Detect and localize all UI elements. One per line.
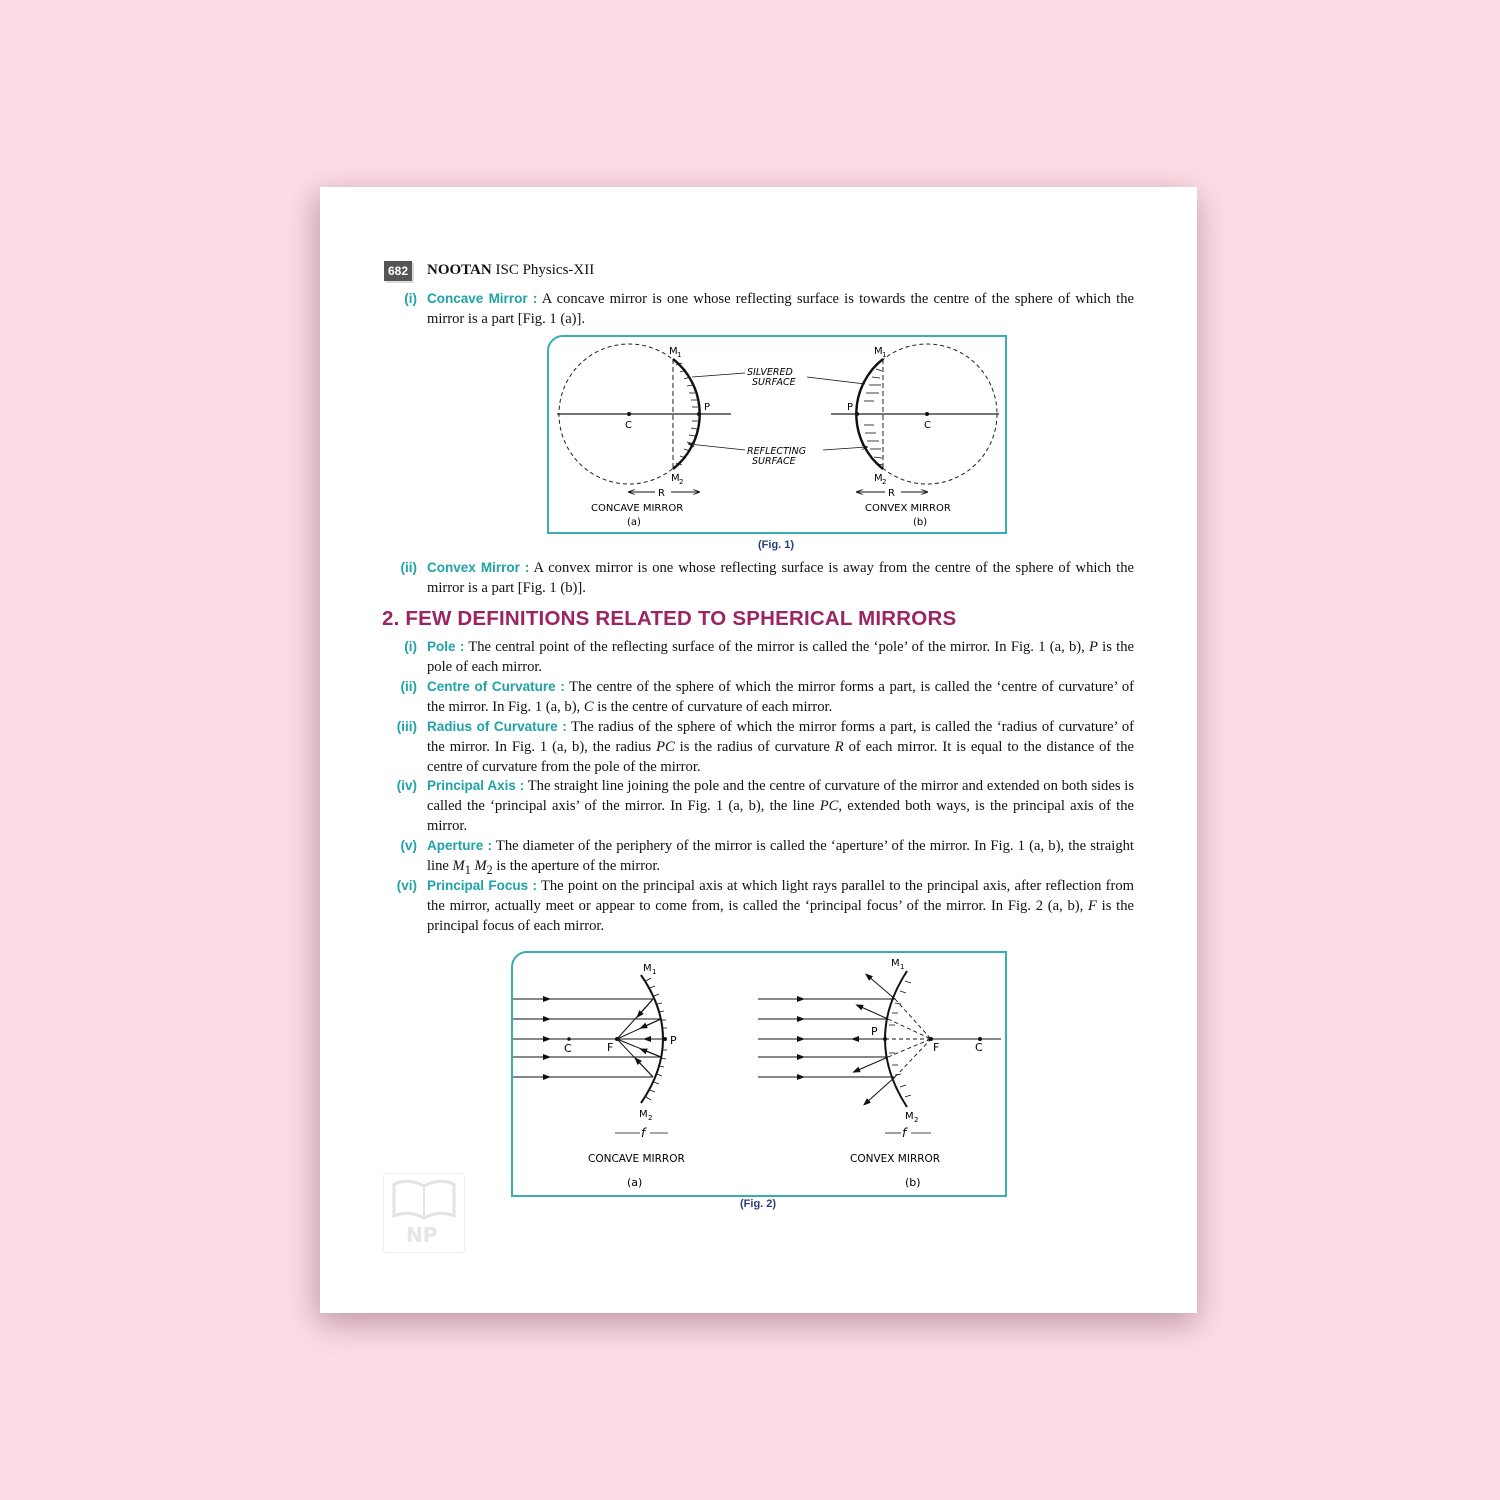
- definition-pole: (i) Pole : The central point of the reflecting surface of the mirror is called the ‘pole’ of the mirror. In Fig. 1 (a, b), P is the pole of each mirror.: [404, 639, 1134, 675]
- term-label: Concave Mirror :: [427, 291, 538, 306]
- svg-text:(a): (a): [627, 517, 641, 528]
- convex-title: CONVEX MIRROR: [850, 1153, 941, 1165]
- svg-text:P: P: [871, 1025, 878, 1038]
- definition-concave-mirror: [388, 289, 1134, 329]
- svg-text:(b): (b): [905, 1176, 921, 1189]
- publisher-logo: [383, 1173, 465, 1253]
- svg-text:1: 1: [677, 351, 682, 359]
- svg-text:F: F: [607, 1041, 614, 1054]
- svg-text:R: R: [888, 488, 895, 499]
- definition-centre-of-curvature: (ii) Centre of Curvature : The centre of the sphere of which the mirror forms a part, is called the ‘centre of curvature’ of the mirror. In Fig. 1 (a, b), C is the centre of curvature of each mirror.: [400, 679, 1134, 715]
- svg-text:M: M: [639, 1109, 648, 1120]
- svg-text:M: M: [891, 958, 900, 969]
- definition-principal-axis: (iv) Principal Axis : The straight line joining the pole and the centre of curvature of the mirror and extended on both sides is called the ‘principal axis’ of the mirror. In Fig. 1 (a, b), the line PC, extended both ways, is the principal axis of the mirror.: [396, 778, 1134, 834]
- svg-text:C: C: [924, 420, 931, 431]
- svg-text:SURFACE: SURFACE: [752, 456, 796, 467]
- svg-text:f: f: [641, 1126, 646, 1140]
- svg-text:M: M: [669, 346, 678, 357]
- svg-text:P: P: [847, 402, 854, 413]
- svg-text:C: C: [564, 1042, 572, 1055]
- figure-2-diagram: [513, 953, 1005, 1195]
- section-heading: 2. FEW DEFINITIONS RELATED TO SPHERICAL MIRRORS: [382, 607, 957, 630]
- svg-text:SURFACE: SURFACE: [752, 377, 796, 388]
- convex-title: CONVEX MIRROR: [865, 503, 951, 514]
- svg-text:1: 1: [882, 351, 887, 359]
- term-label: Convex Mirror :: [427, 560, 530, 575]
- svg-text:(b): (b): [913, 517, 928, 528]
- svg-text:SILVERED: SILVERED: [747, 367, 793, 378]
- figure-2-box: [511, 951, 1007, 1197]
- svg-text:M: M: [905, 1111, 914, 1122]
- svg-text:f: f: [902, 1126, 907, 1140]
- book-title-rest: ISC Physics-XII: [491, 262, 595, 278]
- label-c: C: [625, 420, 632, 431]
- svg-text:2: 2: [679, 478, 684, 486]
- svg-text:R: R: [658, 488, 665, 499]
- svg-text:M: M: [874, 473, 883, 484]
- definition-convex-mirror: [388, 558, 1134, 598]
- textbook-page: [320, 187, 1197, 1313]
- running-header: [427, 262, 594, 279]
- label-p: P: [704, 402, 711, 413]
- svg-text:2: 2: [648, 1114, 653, 1122]
- svg-text:1: 1: [900, 963, 905, 971]
- svg-text:C: C: [975, 1041, 983, 1054]
- definition-radius-of-curvature: (iii) Radius of Curvature : The radius of the sphere of which the mirror forms a part, is called the ‘radius of curvature’ of the mirror. In Fig. 1 (a, b), the radius PC is the radius of curvature R of each mirror. It is equal to the distance of the centre of curvature from the pole of the mirror.: [396, 719, 1134, 775]
- figure-2-caption: (Fig. 2): [740, 1198, 777, 1210]
- svg-text:P: P: [670, 1034, 677, 1047]
- item-text: A concave mirror is one whose reflecting surface is towards the centre of the sphere of which the mirror is a part [Fig. 1 (a)].: [427, 291, 1134, 327]
- concave-title: CONCAVE MIRROR: [588, 1153, 685, 1165]
- figure-1-caption: (Fig. 1): [758, 539, 795, 551]
- page-number-badge: 682: [384, 261, 412, 281]
- figure-1-box: [547, 335, 1007, 534]
- svg-text:NP: NP: [406, 1223, 438, 1247]
- concave-title: CONCAVE MIRROR: [591, 503, 684, 514]
- svg-text:(a): (a): [627, 1176, 643, 1189]
- definition-aperture: (v) Aperture : The diameter of the periphery of the mirror is called the ‘aperture’ of the mirror. In Fig. 1 (a, b), the straight line $M_1$ $M_2$ is the aperture of the mirror.: [400, 838, 1134, 877]
- svg-text:M: M: [671, 473, 680, 484]
- item-text: A convex mirror is one whose reflecting surface is away from the centre of the sphere of which the mirror is a part [Fig. 1 (b)].: [427, 560, 1134, 596]
- svg-text:M: M: [643, 963, 652, 974]
- svg-text:1: 1: [652, 968, 657, 976]
- svg-text:F: F: [933, 1041, 940, 1054]
- item-number: (ii): [400, 560, 417, 575]
- svg-text:M: M: [874, 346, 883, 357]
- svg-text:2: 2: [914, 1116, 919, 1124]
- svg-text:2: 2: [882, 478, 887, 486]
- figure-1-diagram: [549, 337, 1005, 532]
- svg-text:REFLECTING: REFLECTING: [747, 446, 807, 457]
- open-book-icon: [384, 1174, 464, 1252]
- item-number: (i): [404, 291, 417, 306]
- book-title-bold: NOOTAN: [427, 262, 492, 278]
- definition-principal-focus: (vi) Principal Focus : The point on the principal axis at which light rays parallel to the principal axis, after reflection from the mirror, actually meet or appear to come from, is called the ‘principal focus’ of the mirror. In Fig. 2 (a, b), F is the principal focus of each mirror.: [396, 878, 1134, 934]
